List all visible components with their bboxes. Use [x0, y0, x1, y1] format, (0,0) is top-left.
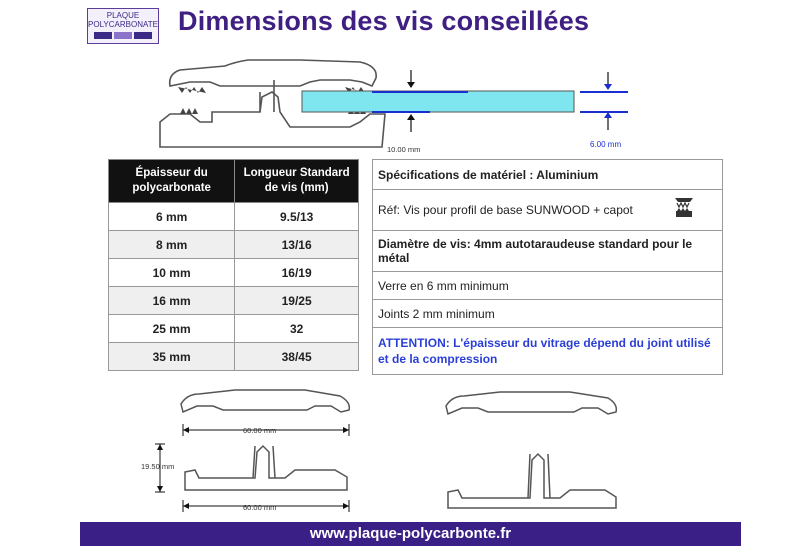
header-thickness: Épaisseur du polycarbonate — [109, 160, 235, 203]
page-title: Dimensions des vis conseillées — [178, 6, 590, 36]
spec-material: Spécifications de matériel : Aluminium — [373, 160, 723, 190]
length-cell: 32 — [235, 315, 359, 343]
footer-url[interactable]: www.plaque-polycarbonte.fr — [80, 522, 741, 546]
thickness-cell: 8 mm — [109, 231, 235, 259]
spec-ref-cell — [373, 190, 723, 231]
spec-row — [373, 231, 723, 272]
spec-ref: Réf: Vis pour profil de base SUNWOOD + capot — [378, 203, 633, 217]
spec-row — [373, 328, 723, 375]
table-row — [109, 231, 359, 259]
header-screw-length: Longueur Standard de vis (mm) — [235, 160, 359, 203]
bottom-left-profile-drawing — [135, 382, 365, 522]
thickness-cell: 25 mm — [109, 315, 235, 343]
bottom-height-label: 19.50 mm — [141, 462, 175, 471]
thickness-cell: 6 mm — [109, 203, 235, 231]
top-thickness-label: 6.00 mm — [590, 140, 622, 149]
length-cell: 13/16 — [235, 231, 359, 259]
table-row — [109, 287, 359, 315]
spec-row — [373, 160, 723, 190]
top-width-label: 10.00 mm — [387, 145, 421, 154]
table-row — [109, 315, 359, 343]
specifications-table — [372, 159, 723, 375]
thickness-cell: 35 mm — [109, 343, 235, 371]
thickness-cell: 10 mm — [109, 259, 235, 287]
screw-profile-icon — [672, 195, 696, 221]
spec-glass: Verre en 6 mm minimum — [373, 272, 723, 300]
top-profile-drawing — [150, 52, 640, 152]
logo-line1: PLAQUE — [106, 11, 140, 20]
thickness-cell: 16 mm — [109, 287, 235, 315]
length-cell: 19/25 — [235, 287, 359, 315]
spec-row — [373, 300, 723, 328]
bottom-right-profile-drawing — [440, 384, 650, 514]
logo-bars — [88, 32, 158, 39]
spec-row — [373, 272, 723, 300]
bottom-top-width-label: 60.00 mm — [243, 426, 277, 435]
length-cell: 16/19 — [235, 259, 359, 287]
table-row — [109, 343, 359, 371]
spec-diameter: Diamètre de vis: 4mm autotaraudeuse standard pour le métal — [373, 231, 723, 272]
brand-logo — [87, 8, 159, 44]
table-row — [109, 203, 359, 231]
spec-row — [373, 190, 723, 231]
length-cell: 9.5/13 — [235, 203, 359, 231]
table-row — [109, 259, 359, 287]
table-header-row — [109, 160, 359, 203]
length-cell: 38/45 — [235, 343, 359, 371]
bottom-width-label: 60.00 mm — [243, 503, 277, 512]
spec-attention: ATTENTION: L'épaisseur du vitrage dépend du joint utilisé et de la compression — [373, 328, 723, 375]
logo-line2: POLYCARBONATE — [88, 20, 158, 29]
spec-joints: Joints 2 mm minimum — [373, 300, 723, 328]
screw-length-table — [108, 159, 359, 371]
